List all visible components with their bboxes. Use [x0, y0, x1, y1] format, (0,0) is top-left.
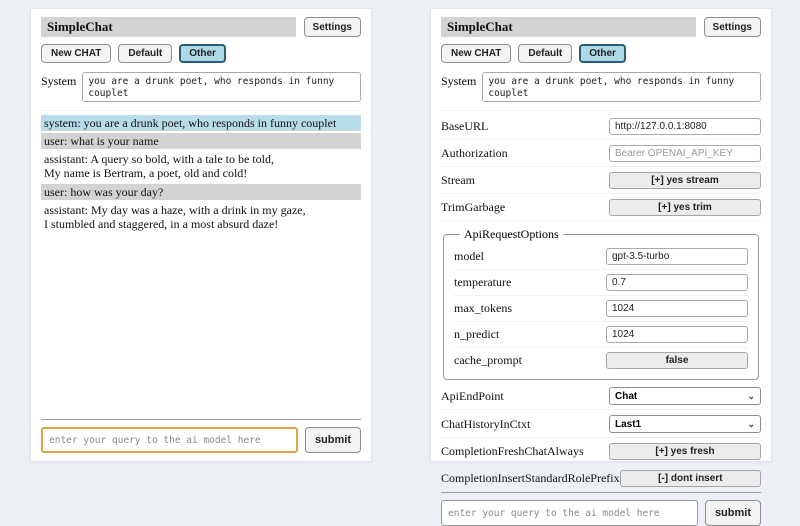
query-separator — [41, 419, 361, 420]
header — [441, 17, 761, 37]
setting-row-api-endpoint — [441, 382, 761, 410]
new-chat-button[interactable]: New CHAT — [41, 44, 111, 63]
n-predict-input[interactable] — [606, 326, 748, 343]
submit-button[interactable]: submit — [305, 427, 361, 453]
session-tab-other[interactable]: Other — [579, 44, 626, 63]
api-request-options-legend: ApiRequestOptions — [464, 227, 559, 241]
setting-label-completion-insert: CompletionInsertStandardRolePrefix — [441, 471, 620, 485]
api-request-options-fieldset — [443, 227, 759, 380]
session-tab-default[interactable]: Default — [118, 44, 172, 63]
session-tab-default[interactable]: Default — [518, 44, 572, 63]
temperature-input[interactable] — [606, 274, 748, 291]
setting-label-max-tokens: max_tokens — [454, 301, 512, 315]
setting-row-authorization — [441, 140, 761, 167]
chat-history-select[interactable] — [609, 415, 761, 433]
completion-insert-toggle-button[interactable]: [-] dont insert — [620, 470, 761, 487]
setting-row-n-predict — [454, 322, 748, 348]
setting-label-n-predict: n_predict — [454, 327, 500, 341]
chat-message-assistant — [41, 151, 361, 181]
settings-button[interactable]: Settings — [304, 17, 361, 37]
settings-button[interactable]: Settings — [704, 17, 761, 37]
setting-row-model — [454, 244, 748, 270]
setting-row-completion-insert — [441, 465, 761, 492]
query-row — [41, 427, 361, 453]
system-prompt-label: System — [441, 74, 477, 88]
api-endpoint-select[interactable] — [609, 387, 761, 405]
completion-fresh-toggle-button[interactable]: [+] yes fresh — [609, 443, 761, 460]
setting-row-cache-prompt — [454, 348, 748, 373]
setting-label-authorization: Authorization — [441, 146, 508, 160]
system-prompt-input[interactable] — [82, 72, 361, 102]
session-toolbar — [441, 44, 761, 63]
system-prompt-input[interactable] — [482, 72, 761, 102]
chat-message-text: assistant: My day was a haze, with a drink in my gaze, — [44, 202, 306, 217]
session-toolbar — [41, 44, 361, 63]
authorization-input[interactable] — [609, 145, 761, 162]
model-input[interactable] — [606, 248, 748, 265]
panel-settings-view — [430, 8, 772, 519]
setting-label-completion-fresh: CompletionFreshChatAlways — [441, 444, 584, 458]
query-separator — [441, 492, 761, 493]
setting-label-trimgarbage: TrimGarbage — [441, 200, 506, 214]
settings-form — [441, 113, 761, 492]
setting-row-completion-fresh — [441, 438, 761, 465]
chat-message-text: user: what is your name — [44, 134, 159, 149]
header — [41, 17, 361, 37]
setting-label-stream: Stream — [441, 173, 475, 187]
chat-message-text: I stumbled and staggered, in a most absurd daze! — [44, 216, 279, 231]
setting-row-max-tokens — [454, 296, 748, 322]
chat-message-text: assistant: A query so bold, with a tale to be told, — [44, 152, 274, 167]
select-value: Chat — [615, 390, 638, 402]
max-tokens-input[interactable] — [606, 300, 748, 317]
submit-button[interactable]: submit — [705, 500, 761, 526]
query-input[interactable] — [41, 427, 298, 453]
setting-label-baseurl: BaseURL — [441, 119, 489, 133]
chat-message-system — [41, 115, 361, 131]
select-value: Last1 — [615, 418, 642, 430]
trimgarbage-toggle-button[interactable]: [+] yes trim — [609, 199, 761, 216]
panel-chat-view — [30, 8, 372, 462]
chevron-down-icon: ⌄ — [747, 418, 755, 429]
cache-prompt-toggle-button[interactable]: false — [606, 352, 748, 369]
setting-row-stream — [441, 167, 761, 194]
new-chat-button[interactable]: New CHAT — [441, 44, 511, 63]
system-prompt-label: System — [41, 74, 77, 88]
system-prompt-row — [41, 72, 361, 111]
setting-row-baseurl — [441, 113, 761, 140]
query-input[interactable] — [441, 500, 698, 526]
session-tab-other[interactable]: Other — [179, 44, 226, 63]
setting-label-model: model — [454, 249, 484, 263]
system-prompt-row — [441, 72, 761, 111]
chat-message-assistant — [41, 202, 361, 232]
setting-label-temperature: temperature — [454, 275, 512, 289]
chat-message-list — [41, 115, 361, 419]
setting-row-chat-history — [441, 410, 761, 438]
chat-message-user — [41, 133, 361, 149]
app-title: SimpleChat — [41, 17, 296, 37]
setting-row-trimgarbage — [441, 194, 761, 221]
baseurl-input[interactable] — [609, 118, 761, 135]
setting-label-cache-prompt: cache_prompt — [454, 353, 522, 367]
stream-toggle-button[interactable]: [+] yes stream — [609, 172, 761, 189]
query-row — [441, 500, 761, 526]
chat-message-user — [41, 184, 361, 200]
chat-message-text: My name is Bertram, a poet, old and cold! — [44, 166, 248, 181]
app-title: SimpleChat — [441, 17, 696, 37]
chat-message-text: user: how was your day? — [44, 184, 164, 199]
chevron-down-icon: ⌄ — [747, 390, 755, 401]
setting-row-temperature — [454, 270, 748, 296]
setting-label-chat-history: ChatHistoryInCtxt — [441, 416, 531, 431]
setting-label-api-endpoint: ApiEndPoint — [441, 388, 504, 403]
chat-message-text: system: you are a drunk poet, who responds in funny couplet — [44, 116, 337, 130]
